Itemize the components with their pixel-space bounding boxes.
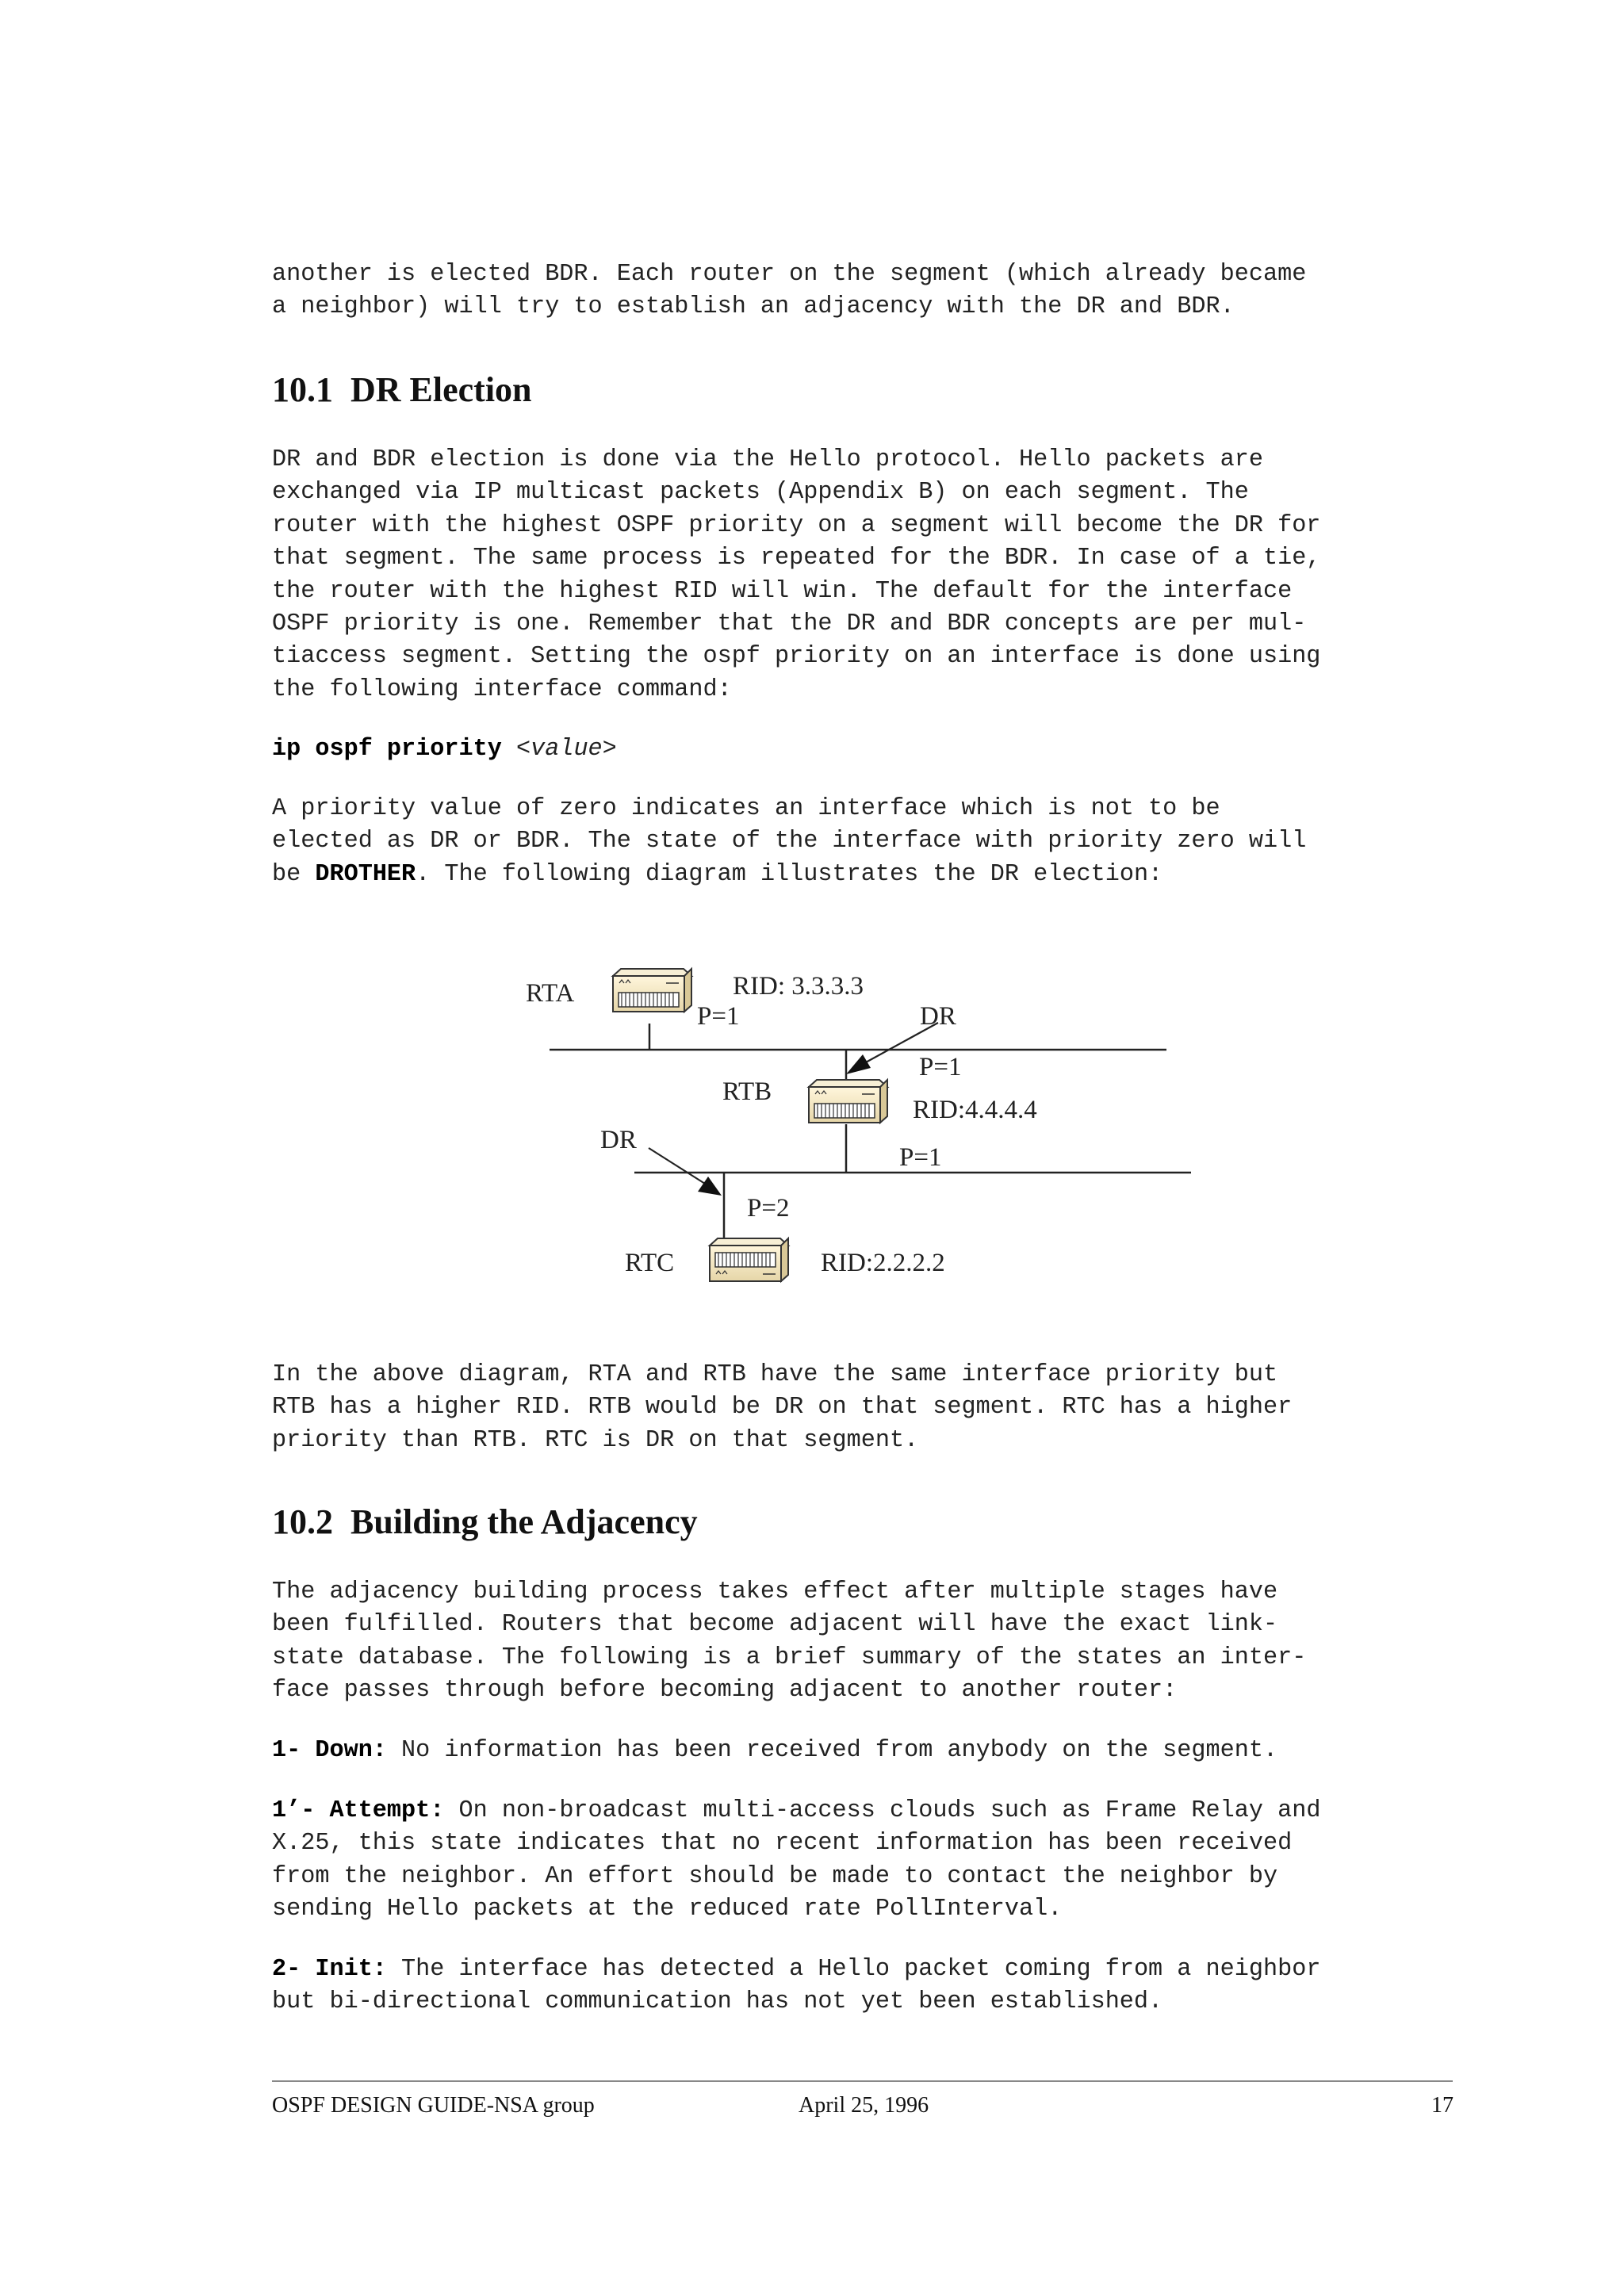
text-line: A priority value of zero indicates an interface which is not to be: [272, 795, 1220, 822]
rta-priority: P=1: [697, 1002, 740, 1031]
section-heading-dr-election: 10.1 DR Election: [272, 370, 532, 409]
footer-rule: [272, 2080, 1453, 2082]
text-line: from the neighbor. An effort should be made to contact the neighbor by: [272, 1862, 1278, 1890]
text-line: but bi-directional communication has not yet been established.: [272, 1988, 1163, 2016]
drother-term: DROTHER: [315, 860, 416, 888]
footer-title: OSPF DESIGN GUIDE-NSA group: [272, 2093, 595, 2118]
text-line: 2- Init: The interface has detected a Hello packet coming from a neighbor: [272, 1956, 1321, 1983]
text-line: another is elected BDR. Each router on the segment (which already became: [272, 261, 1307, 288]
dr-arrow-bottom-line: [649, 1148, 705, 1184]
text-line: the router with the highest RID will win. The default for the interface: [272, 577, 1293, 605]
command-argument: <value>: [515, 736, 617, 763]
text-line: been fulfilled. Routers that become adjacent will have the exact link-: [272, 1611, 1278, 1639]
text-line: In the above diagram, RTA and RTB have the same interface priority but: [272, 1361, 1278, 1388]
router-rtc-icon: [710, 1238, 788, 1281]
text-line: 1’- Attempt: On non-broadcast multi-access clouds such as Frame Relay and: [272, 1797, 1321, 1824]
rtb-rid: RID:4.4.4.4: [913, 1096, 1037, 1124]
rta-rid: RID: 3.3.3.3: [733, 972, 864, 1001]
footer-date: April 25, 1996: [799, 2093, 929, 2118]
dr-arrow-bottom-head: [698, 1177, 722, 1196]
text-line: tiaccess segment. Setting the ospf priority on an interface is done using: [272, 643, 1321, 671]
text-line: sending Hello packets at the reduced rate PollInterval.: [272, 1896, 1063, 1923]
text-line: router with the highest OSPF priority on a segment will become the DR for: [272, 511, 1321, 539]
text-line: priority than RTB. RTC is DR on that segment.: [272, 1426, 919, 1454]
diagram-explanation: [272, 1359, 1292, 1457]
rtb-priority-top: P=1: [919, 1053, 962, 1081]
state-label: 1’- Attempt:: [272, 1797, 445, 1824]
state-attempt: [272, 1795, 1320, 1927]
router-rta-icon: [613, 969, 691, 1012]
text-line: the following interface command:: [272, 675, 732, 703]
text-line: a neighbor) will try to establish an adjacency with the DR and BDR.: [272, 293, 1235, 321]
command-keyword: ip ospf priority: [272, 736, 502, 763]
state-down: [272, 1735, 1277, 1767]
rtb-name: RTB: [722, 1077, 772, 1106]
text-line: The adjacency building process takes effect after multiple stages have: [272, 1578, 1278, 1605]
dr-arrow-top-head: [846, 1054, 871, 1074]
text-line: X.25, this state indicates that no recent information has been received: [272, 1830, 1293, 1858]
state-label: 1- Down:: [272, 1737, 387, 1764]
rtb-priority-bottom: P=1: [899, 1143, 942, 1172]
text-line: that segment. The same process is repeated for the BDR. In case of a tie,: [272, 545, 1321, 572]
text-line: elected as DR or BDR. The state of the interface with priority zero will: [272, 828, 1307, 855]
page-number: 17: [1431, 2093, 1454, 2118]
rtc-rid: RID:2.2.2.2: [821, 1249, 945, 1277]
text-line: face passes through before becoming adjacent to another router:: [272, 1677, 1178, 1705]
rtc-name: RTC: [625, 1249, 675, 1277]
text-line: OSPF priority is one. Remember that the DR and BDR concepts are per mul-: [272, 610, 1307, 638]
rta-name: RTA: [526, 979, 575, 1008]
dr-label-top: DR: [920, 1002, 956, 1031]
section-heading-building-adjacency: 10.2 Building the Adjacency: [272, 1502, 698, 1541]
state-init: [272, 1954, 1320, 2019]
text-line: be DROTHER. The following diagram illustrates the DR election:: [272, 860, 1163, 888]
text-line: exchanged via IP multicast packets (Appendix B) on each segment. The: [272, 479, 1249, 507]
text-line: state database. The following is a brief summary of the states an inter-: [272, 1644, 1307, 1671]
dr-label-bottom: DR: [600, 1126, 637, 1154]
text-line: DR and BDR election is done via the Hello protocol. Hello packets are: [272, 446, 1263, 473]
adjacency-paragraph: [272, 1576, 1306, 1708]
text-line: RTB has a higher RID. RTB would be DR on that segment. RTC has a higher: [272, 1394, 1293, 1422]
text-line: 1- Down: No information has been received from anybody on the segment.: [272, 1737, 1278, 1764]
rtc-priority: P=2: [747, 1194, 790, 1223]
router-rtb-icon: [809, 1080, 887, 1123]
state-label: 2- Init:: [272, 1956, 387, 1983]
